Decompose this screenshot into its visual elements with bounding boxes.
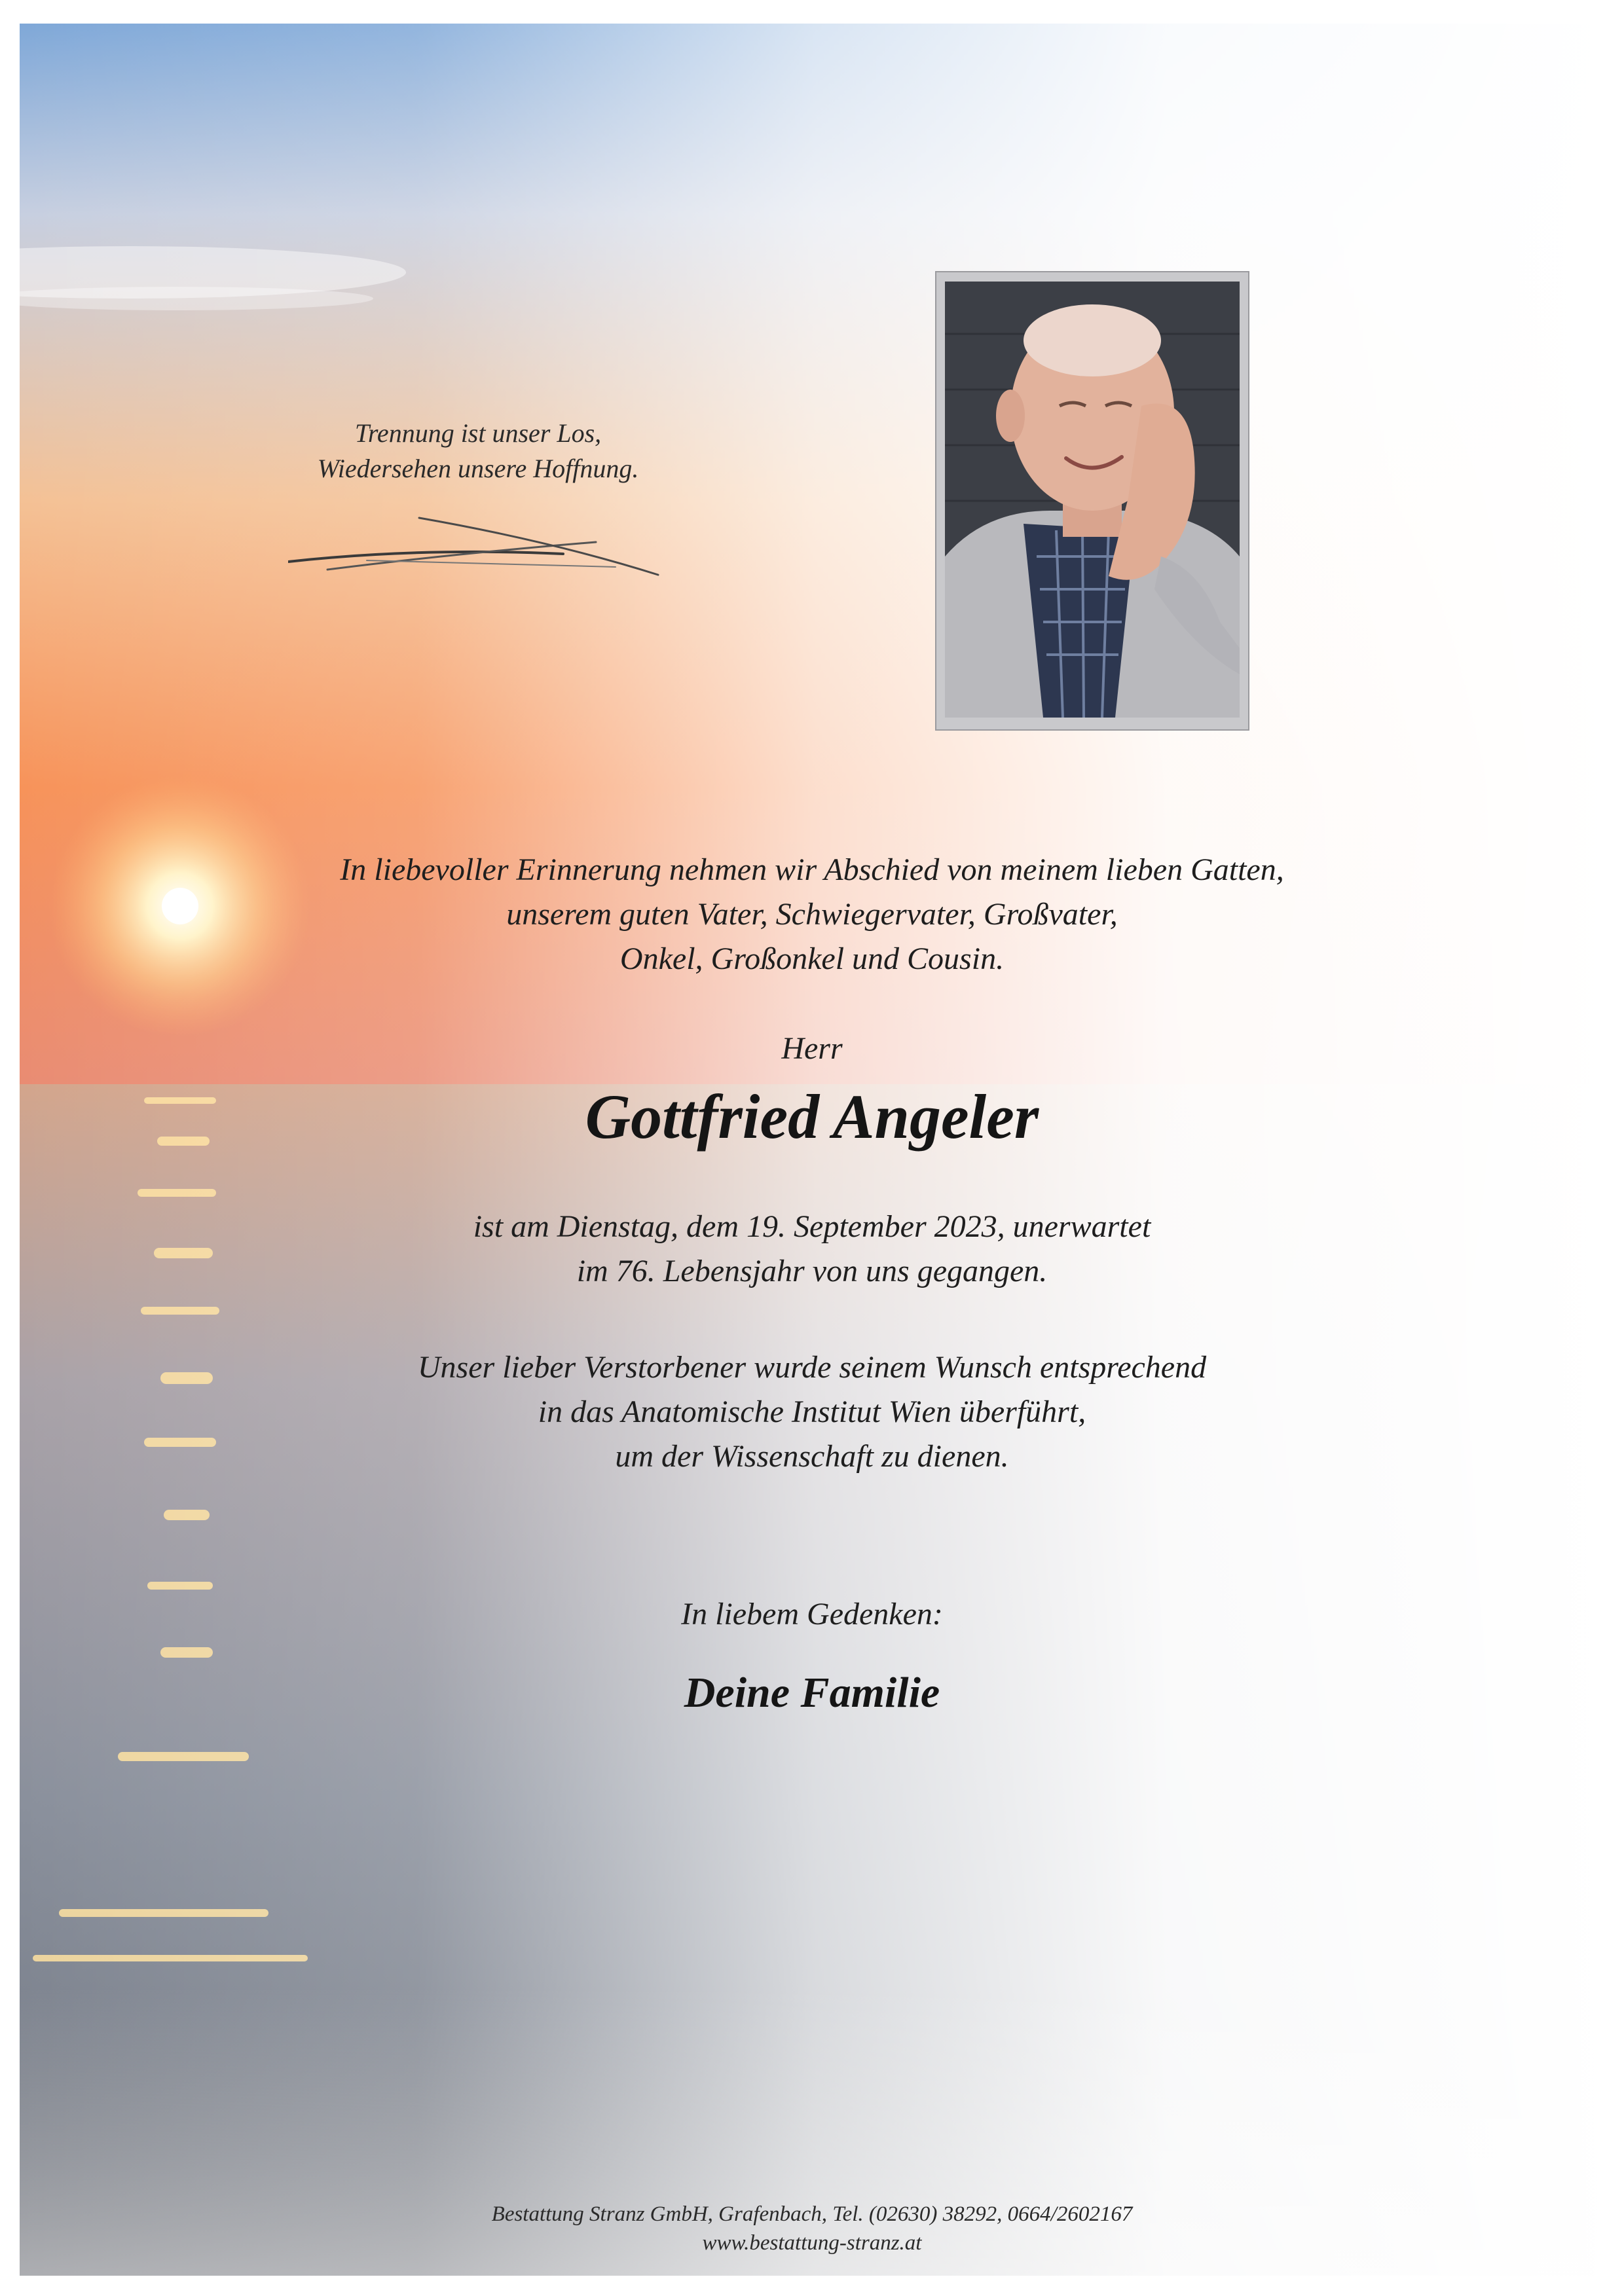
intro-line-2: unserem guten Vater, Schwiegervater, Großvater, <box>506 897 1118 932</box>
motto <box>216 416 740 486</box>
donation-line-3: um der Wissenschaft zu dienen. <box>615 1439 1009 1474</box>
motto-line-1: Trennung ist unser Los, <box>354 418 602 448</box>
family-signature: Deine Familie <box>684 1669 940 1717</box>
donation-line-2: in das Anatomische Institut Wien überführt, <box>538 1394 1086 1429</box>
intro-line-1: In liebevoller Erinnerung nehmen wir Abschied von meinem lieben Gatten, <box>340 852 1284 887</box>
death-notice <box>0 1205 1624 1294</box>
motto-line-2: Wiedersehen unsere Hoffnung. <box>317 454 639 483</box>
death-notice-line-1: ist am Dienstag, dem 19. September 2023, unerwartet <box>473 1209 1151 1244</box>
deceased-name: Gottfried Angeler <box>585 1082 1039 1152</box>
donation-notice <box>0 1345 1624 1479</box>
footer-company: Bestattung Stranz GmbH, Grafenbach, Tel. (02630) 38292, 0664/2602167 <box>491 2202 1133 2226</box>
portrait-photo <box>945 282 1240 718</box>
footer <box>0 2200 1624 2257</box>
intro-text <box>0 848 1624 981</box>
donation-line-1: Unser lieber Verstorbener wurde seinem Wunsch entsprechend <box>417 1350 1207 1385</box>
footer-website[interactable]: www.bestattung-stranz.at <box>702 2231 922 2255</box>
closing-text: In liebem Gedenken: <box>681 1597 943 1631</box>
intro-line-3: Onkel, Großonkel und Cousin. <box>619 941 1005 976</box>
death-notice-line-2: im 76. Lebensjahr von uns gegangen. <box>576 1254 1048 1288</box>
salutation: Herr <box>781 1031 843 1066</box>
grass-ornament-icon <box>288 515 668 580</box>
